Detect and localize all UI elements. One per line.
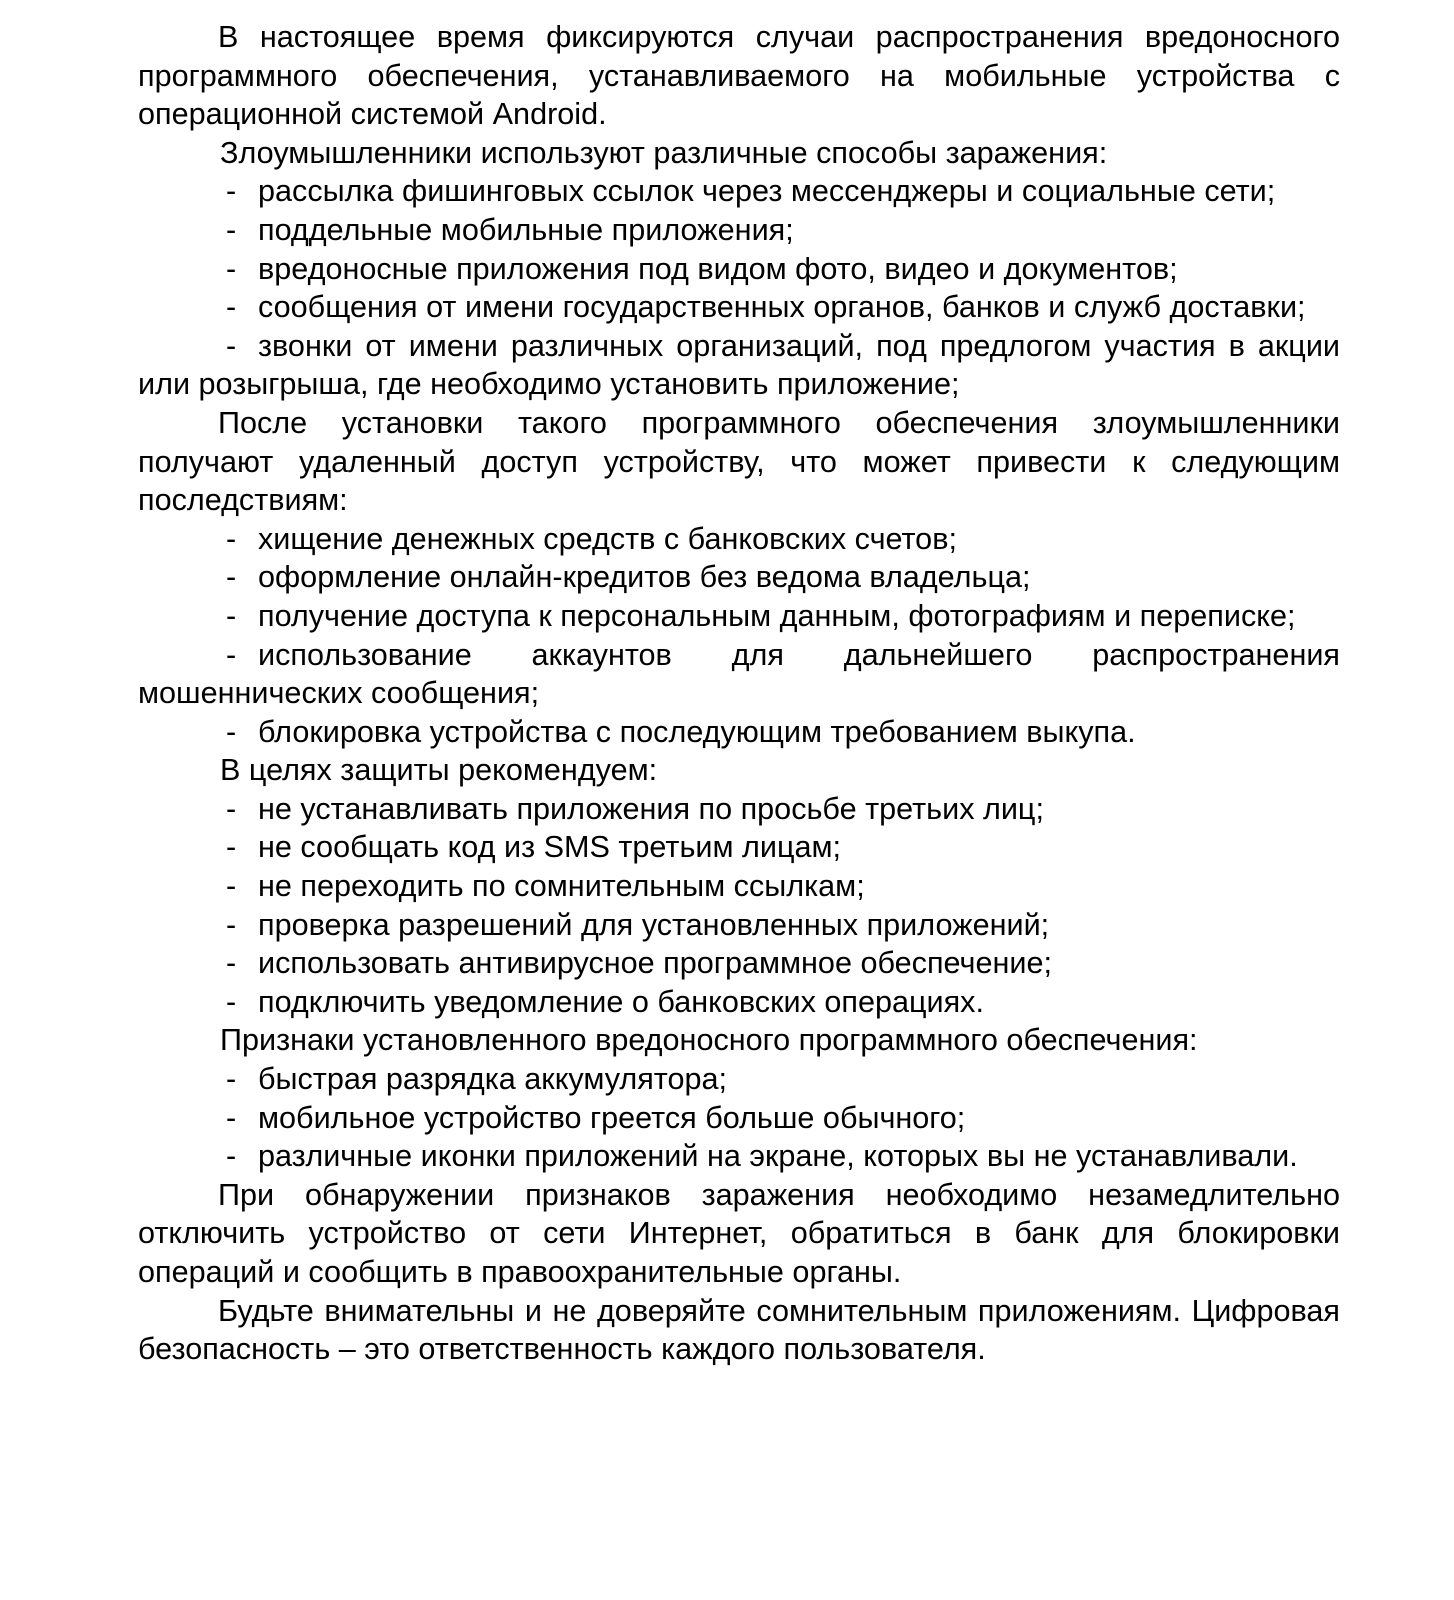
bullet-dash-icon: - (226, 290, 237, 325)
list-item-label: использование аккаунтов для дальнейшего распространения мошеннических сообщения; (138, 637, 1340, 711)
list-item-consequence-loans (138, 558, 1340, 597)
list-item-sign-overheating (138, 1099, 1340, 1138)
bullet-dash-icon: - (226, 212, 237, 247)
list-item-label: не сообщать код из SMS третьим лицам; (258, 830, 842, 865)
document-text-body (138, 18, 1340, 1369)
list-item-method-fake-apps (138, 211, 1340, 250)
paragraph-intro: В настоящее время фиксируются случаи распространения вредоносного программного обеспечения, устанавливаемого на мобильные устройства с операционной системой Android. (138, 20, 1340, 132)
list-item-recommendation-no-sms-code (138, 828, 1340, 867)
list-item-recommendation-bank-notifications (138, 983, 1340, 1022)
list-item-label: вредоносные приложения под видом фото, видео и документов; (258, 251, 1178, 286)
bullet-dash-icon: - (226, 637, 237, 672)
list-item-label: мобильное устройство греется больше обычного; (258, 1100, 966, 1135)
list-item-label: получение доступа к персональным данным, фотографиям и переписке; (258, 598, 1296, 633)
list-item-label: хищение денежных средств с банковских счетов; (258, 521, 957, 556)
bullet-dash-icon: - (226, 328, 237, 363)
list-item-label: рассылка фишинговых ссылок через мессенджеры и социальные сети; (258, 174, 1276, 209)
bullet-dash-icon: - (226, 830, 237, 865)
list-item-label: не переходить по сомнительным ссылкам; (258, 869, 865, 904)
list-item-method-fraud-calls (138, 327, 1340, 404)
lead-infection-signs: Признаки установленного вредоносного программного обеспечения: (220, 1023, 1198, 1058)
list-item-consequence-account-abuse (138, 636, 1340, 713)
bullet-dash-icon: - (226, 869, 237, 904)
list-item-sign-unknown-icons (138, 1137, 1340, 1176)
list-item-label: оформление онлайн-кредитов без ведома владельца; (258, 560, 1031, 595)
list-item-label: использовать антивирусное программное обеспечение; (258, 946, 1052, 981)
list-item-consequence-theft (138, 520, 1340, 559)
bullet-dash-icon: - (226, 521, 237, 556)
list-item-label: сообщения от имени государственных органов, банков и служб доставки; (258, 290, 1306, 325)
paragraph-consequences-lead: После установки такого программного обеспечения злоумышленники получают удаленный доступ устройству, что может привести к следующим последствиям: (138, 405, 1340, 518)
bullet-dash-icon: - (226, 907, 237, 942)
list-item-consequence-ransomware (138, 713, 1340, 752)
bullet-dash-icon: - (226, 714, 237, 749)
bullet-dash-icon: - (226, 560, 237, 595)
bullet-dash-icon: - (226, 791, 237, 826)
bullet-dash-icon: - (226, 1139, 237, 1174)
list-item-recommendation-no-suspicious-links (138, 867, 1340, 906)
list-item-recommendation-use-antivirus (138, 944, 1340, 983)
bullet-dash-icon: - (226, 1062, 237, 1097)
list-item-label: поддельные мобильные приложения; (258, 212, 794, 247)
list-item-label: проверка разрешений для установленных приложений; (258, 907, 1050, 942)
list-item-label: различные иконки приложений на экране, которых вы не устанавливали. (258, 1139, 1298, 1174)
lead-infection-methods: Злоумышленники используют различные способы заражения: (220, 135, 1108, 170)
list-item-label: подключить уведомление о банковских операциях. (258, 984, 984, 1019)
bullet-dash-icon: - (226, 251, 237, 286)
list-item-method-disguised-media (138, 250, 1340, 289)
lead-recommendations: В целях защиты рекомендуем: (220, 753, 658, 788)
list-item-label: не устанавливать приложения по просьбе третьих лиц; (258, 791, 1044, 826)
bullet-dash-icon: - (226, 1100, 237, 1135)
paragraph-recommended-actions: При обнаружении признаков заражения необходимо незамедлительно отключить устройство от сети Интернет, обратиться в банк для блокировки операций и сообщить в правоохранительные органы. (138, 1177, 1340, 1289)
list-item-label: звонки от имени различных организаций, под предлогом участия в акции или розыгрыша, где необходимо установить приложение; (138, 328, 1340, 402)
list-item-label: быстрая разрядка аккумулятора; (258, 1062, 728, 1097)
list-item-sign-battery-drain (138, 1060, 1340, 1099)
bullet-dash-icon: - (226, 174, 237, 209)
list-item-method-phishing (138, 172, 1340, 211)
list-item-method-impersonation-messages (138, 288, 1340, 327)
list-item-recommendation-check-permissions (138, 906, 1340, 945)
list-item-consequence-personal-data (138, 597, 1340, 636)
list-item-label: блокировка устройства с последующим требованием выкупа. (258, 714, 1136, 749)
bullet-dash-icon: - (226, 598, 237, 633)
paragraph-closing: Будьте внимательны и не доверяйте сомнительным приложениям. Цифровая безопасность – это ответственность каждого пользователя. (138, 1293, 1340, 1367)
bullet-dash-icon: - (226, 946, 237, 981)
list-item-recommendation-no-third-party-install (138, 790, 1340, 829)
bullet-dash-icon: - (226, 984, 237, 1019)
